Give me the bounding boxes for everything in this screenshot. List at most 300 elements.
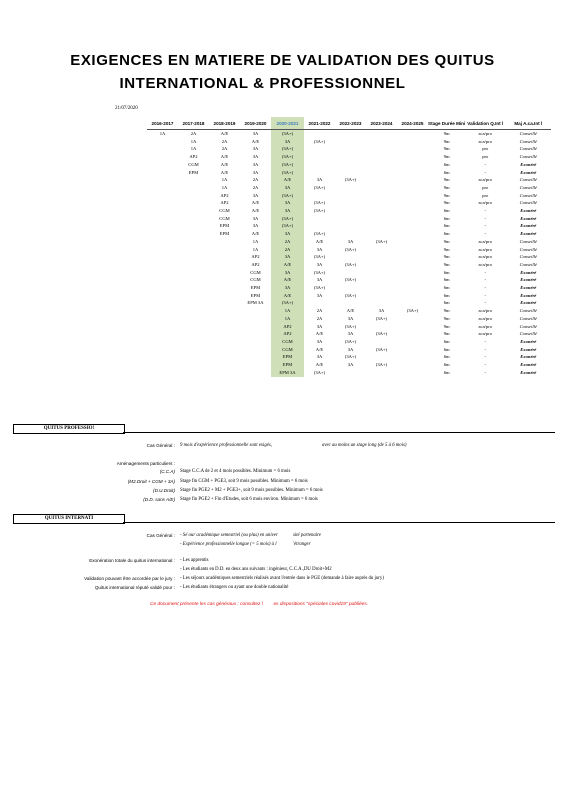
table-cell: EPM [250,285,261,291]
table-cell [209,299,240,307]
table-cell [209,261,240,269]
table-row [147,330,551,338]
table-cell [147,261,178,269]
table-cell: Exonéré [520,161,537,167]
table-cell: 3A [347,331,354,337]
table-cell: A/E [315,238,324,244]
table-cell [397,238,428,246]
table-cell [366,145,397,153]
table-cell: A/E [315,331,324,337]
table-cell [366,261,397,269]
table-cell [335,299,366,307]
table-cell [240,338,271,346]
table-cell [209,330,240,338]
table-cell [147,169,178,177]
table-cell: 1A [190,138,197,144]
table-cell [240,346,271,354]
table-cell: aca/pro [478,200,493,206]
validation-table [147,117,551,377]
table-cell [366,161,397,169]
table-cell [366,169,397,177]
table-cell [335,284,366,292]
table-cell [335,222,366,230]
column-header: 2021-2022 [304,117,335,130]
table-cell: EPM [271,353,304,361]
table-cell: Conseillé [519,308,537,314]
table-row [147,169,551,177]
table-cell: aca/pro [478,331,493,337]
table-cell [397,323,428,331]
page-title-line-2: INTERNATIONAL & PROFESSIONNEL [119,75,406,92]
table-cell [178,299,209,307]
table-cell [147,246,178,254]
table-cell: 1A [271,307,304,315]
table-cell: A/E [251,231,260,237]
table-cell: (3A+) [375,238,388,244]
table-cell: EPM [188,169,199,175]
table-cell: 6m [443,292,450,298]
table-cell: (3A+) [344,292,357,298]
table-cell: pro [482,192,489,198]
table-cell [397,138,428,146]
table-cell: (3A+) [313,254,326,260]
table-cell [335,161,366,169]
table-cell [178,361,209,369]
table-cell [366,276,397,284]
table-cell: 3A [271,253,304,261]
table-cell: A/E [271,276,304,284]
table-cell [178,238,209,246]
table-row [147,284,551,292]
table-row [147,338,551,346]
table-cell [209,338,240,346]
table-row [147,215,551,223]
table-cell: A/E [251,208,260,214]
table-cell: 6m [443,208,450,214]
table-cell: A/E [220,131,229,136]
table-cell: 2A [271,246,304,254]
table-cell: 1A [221,184,228,190]
table-cell: Conseillé [519,131,537,136]
table-cell [397,269,428,277]
table-cell: 9m [443,308,450,314]
column-header: 2019-2020 [240,117,271,130]
table-cell [178,230,209,238]
table-cell: Conseillé [519,200,537,206]
table-cell [397,199,428,207]
table-cell [147,323,178,331]
table-cell: 9m [443,238,450,244]
table-cell [397,369,428,377]
column-header: 2023-2024 [366,117,397,130]
table-row [147,269,551,277]
table-cell [147,361,178,369]
table-cell [304,145,335,153]
table-cell [397,169,428,177]
table-cell: 9m [443,184,450,190]
table-row [147,323,551,331]
table-cell [397,153,428,161]
table-row [147,192,551,200]
table-cell: CGM [188,161,199,167]
table-cell [147,161,178,169]
table-cell: 3A [347,238,354,244]
table-cell: pro [482,184,489,190]
table-cell [178,307,209,315]
table-cell [147,222,178,230]
table-cell [240,353,271,361]
table-cell [209,307,240,315]
table-cell [397,184,428,192]
table-cell: 2A [271,238,304,246]
table-cell [397,346,428,354]
table-cell: A/E [315,362,324,368]
table-cell [209,253,240,261]
table-cell [397,261,428,269]
table-cell [335,153,366,161]
table-cell [178,315,209,323]
table-cell: 3A [378,308,385,314]
table-row [147,315,551,323]
table-cell: 3A [271,184,304,192]
table-cell [178,369,209,377]
table-row [147,261,551,269]
table-row [147,199,551,207]
table-cell: 6m [443,346,450,352]
table-cell [209,323,240,331]
table-cell: (3A+) [344,261,357,267]
table-cell [366,338,397,346]
table-cell [366,215,397,223]
section-divider [123,432,555,433]
table-cell: - [484,285,487,291]
table-cell: (3A+) [271,145,304,153]
table-cell [335,269,366,277]
table-cell: A/E [346,308,355,314]
table-cell: - [484,354,487,360]
table-cell [397,222,428,230]
section-divider [123,522,555,523]
table-cell: 1A [190,146,197,152]
table-cell: pro [482,146,489,152]
table-cell: CGM [219,215,230,221]
table-cell: aca/pro [478,138,493,144]
table-cell: 6m [443,161,450,167]
table-cell [397,315,428,323]
table-cell: 9m [443,192,450,198]
table-cell: (3A+) [375,315,388,321]
table-cell [304,215,335,223]
table-cell: (3A+) [344,277,357,283]
table-row [147,253,551,261]
table-cell [178,292,209,300]
table-cell [147,338,178,346]
table-cell: 3A [252,223,259,229]
table-cell [178,199,209,207]
table-cell: Exonéré [520,215,537,221]
section-heading-quitus-pro: QUITUS PROFESSIO! [13,424,125,434]
table-cell: aca/pro [478,131,493,136]
table-cell: 2A [252,177,259,183]
table-cell: Conseillé [519,146,537,152]
table-cell [178,207,209,215]
table-cell [147,145,178,153]
table-cell: - [484,215,487,221]
table-cell: Conseillé [519,246,537,252]
table-cell [147,215,178,223]
table-cell [147,253,178,261]
table-cell [147,369,178,377]
table-cell [397,145,428,153]
table-cell [147,138,178,146]
table-cell: 6m [443,362,450,368]
table-cell [147,292,178,300]
table-cell [397,246,428,254]
table-cell [178,330,209,338]
amenagement-text-du: Stage fin PGE2 + M2 + PGE3+, soit 9 mois possibles. Minimum = 6 mois [180,488,323,493]
table-cell [209,292,240,300]
table-cell [209,246,240,254]
validation-text: - Les séjours académiques semestriels réalisés avant l'entrée dans le PGE (demande à faire auprès du jury) [180,576,384,581]
table-cell [240,315,271,323]
table-cell [304,153,335,161]
table-cell [366,246,397,254]
table-cell: A/E [315,346,324,352]
page-title-line-1: EXIGENCES EN MATIERE DE VALIDATION DES QUITUS [70,52,495,69]
table-row [147,184,551,192]
table-cell [147,330,178,338]
table-cell [335,230,366,238]
column-header: 2017-2018 [178,117,209,130]
table-cell: A/E [220,154,229,160]
table-cell [335,138,366,146]
table-cell: 9m [443,131,450,136]
table-cell: aca/pro [478,177,493,183]
table-cell: - [484,208,487,214]
table-cell: Conseillé [519,238,537,244]
table-cell [335,184,366,192]
table-cell: Exonéré [520,300,537,306]
table-cell [147,230,178,238]
table-cell: Conseillé [519,138,537,144]
table-cell [397,330,428,338]
table-cell [335,145,366,153]
table-cell: Exonéré [520,277,537,283]
table-row [147,276,551,284]
reputed-label: Quitus international réputé validé pour : [94,585,175,590]
amenagement-label-du: (D.U.Droit) [153,488,175,493]
table-cell: (3A+) [271,153,304,161]
table-cell: AP2 [271,330,304,338]
table-cell: - [484,346,487,352]
table-cell [397,230,428,238]
table-cell: A/E [251,200,260,206]
table-cell [147,192,178,200]
table-cell [209,369,240,377]
cas-general-label: Cas Général : [146,443,175,448]
table-cell: - [484,292,487,298]
cas-general-label-int: Cas Général : [146,533,175,538]
table-cell [397,353,428,361]
table-cell [178,353,209,361]
table-cell: Exonéré [520,292,537,298]
table-cell [366,207,397,215]
table-cell [147,238,178,246]
table-cell [240,361,271,369]
column-header: 2016-2017 [147,117,178,130]
table-cell: 3A [271,207,304,215]
table-cell [178,246,209,254]
table-cell: 3A [271,284,304,292]
table-cell: (3A+) [313,138,326,144]
table-cell [147,353,178,361]
table-header-row [147,117,551,130]
table-cell: EPM [219,231,230,237]
table-cell: aca/pro [478,261,493,267]
table-cell [397,276,428,284]
table-cell: Exonéré [520,338,537,344]
table-cell [304,192,335,200]
table-cell: 6m [443,223,450,229]
table-row [147,207,551,215]
table-cell: aca/pro [478,308,493,314]
table-cell: (3A+) [313,285,326,291]
table-cell [178,184,209,192]
table-cell: 1A [159,131,166,136]
table-cell: (3A+) [344,177,357,183]
table-cell [304,299,335,307]
table-cell: CGM [250,269,261,275]
table-cell [304,222,335,230]
table-cell [366,353,397,361]
cas-general-int-line2-b: 'étranger [293,542,311,547]
table-cell [366,253,397,261]
table-cell: - [484,369,487,375]
table-row [147,346,551,354]
table-cell: 9m [443,315,450,321]
table-cell: (3A+) [344,323,357,329]
table-row [147,130,551,138]
table-cell: 3A [271,138,304,146]
table-cell [147,199,178,207]
amenagement-text-cca: Stage C.C.A de 2 et 4 mois possibles. Minimum = 6 mois [180,469,291,474]
table-cell [397,292,428,300]
table-cell: 3A [252,146,259,152]
table-cell [366,192,397,200]
table-cell: (3A+) [375,362,388,368]
table-cell: aca/pro [478,238,493,244]
table-cell [240,323,271,331]
table-cell: (3A+) [313,369,326,375]
table-cell: 9m [443,200,450,206]
validation-label: Validation pouvant être accordée par le jury : [84,576,175,581]
table-cell: 1A [221,177,228,183]
table-cell [366,299,397,307]
section-heading-quitus-int: QUITUS INTERNATI [13,514,125,524]
table-cell [397,130,428,138]
table-cell [147,315,178,323]
table-cell: 3A [316,338,323,344]
table-cell [366,230,397,238]
table-cell: Conseillé [519,177,537,183]
table-cell: CGM [271,346,304,354]
table-cell [335,199,366,207]
table-cell: 6m [443,354,450,360]
table-cell: 2A [221,146,228,152]
table-cell: 9m [443,261,450,267]
table-cell: (3A+) [271,222,304,230]
table-cell: (3A+) [271,161,304,169]
table-row [147,153,551,161]
table-cell: - [484,269,487,275]
table-cell [397,207,428,215]
table-cell [147,184,178,192]
table-cell [147,269,178,277]
table-cell [178,176,209,184]
table-cell: 3A [347,346,354,352]
table-cell: (3A+) [271,130,304,138]
table-cell: Conseillé [519,154,537,160]
table-cell [178,192,209,200]
table-cell [397,253,428,261]
table-cell [366,323,397,331]
table-cell [397,284,428,292]
table-cell [178,261,209,269]
column-header: 2022-2023 [335,117,366,130]
table-cell [304,130,335,138]
table-cell: - [484,300,487,306]
table-cell [240,330,271,338]
table-cell: AP2 [220,192,229,198]
cas-general-int-line2-a: - Expérience professionnelle longue (= 5 mois) à l [180,542,277,547]
table-cell [209,353,240,361]
table-cell: pro [482,154,489,160]
table-cell: (3A+) [313,269,326,275]
table-cell [366,269,397,277]
column-header: 2020-2021 [271,117,304,130]
table-row [147,369,551,377]
table-cell: Conseillé [519,184,537,190]
table-cell: Exonéré [520,169,537,175]
table-cell: Exonéré [520,208,537,214]
table-cell [209,238,240,246]
table-cell: A/E [271,292,304,300]
column-header: Stage Durée Mini [428,117,465,130]
table-cell: 3A [252,215,259,221]
table-cell: 3A [271,199,304,207]
table-cell [147,307,178,315]
table-cell: 3A [316,261,323,267]
table-cell [397,176,428,184]
table-cell [335,192,366,200]
table-row [147,361,551,369]
table-cell: (3A+) [406,308,419,314]
table-cell: Conseillé [519,254,537,260]
table-cell: CGM [250,277,261,283]
table-cell: Exonéré [520,354,537,360]
table-cell: 6m [443,300,450,306]
table-cell: AP2 [189,154,198,160]
table-cell: A/E [271,261,304,269]
column-header: 2024-2025 [397,117,428,130]
table-cell [178,338,209,346]
cas-general-int-line1-a: - Sé our académique semestriel (ou plus) en univer [180,533,278,538]
amenagement-text-m2: Stage fin CGM + PGE3, soit 9 mois possibles. Minimum = 6 mois [180,479,308,484]
table-row [147,230,551,238]
table-cell: EPM 3A [271,369,304,377]
table-cell: (3A+) [344,338,357,344]
table-cell: aca/pro [478,254,493,260]
